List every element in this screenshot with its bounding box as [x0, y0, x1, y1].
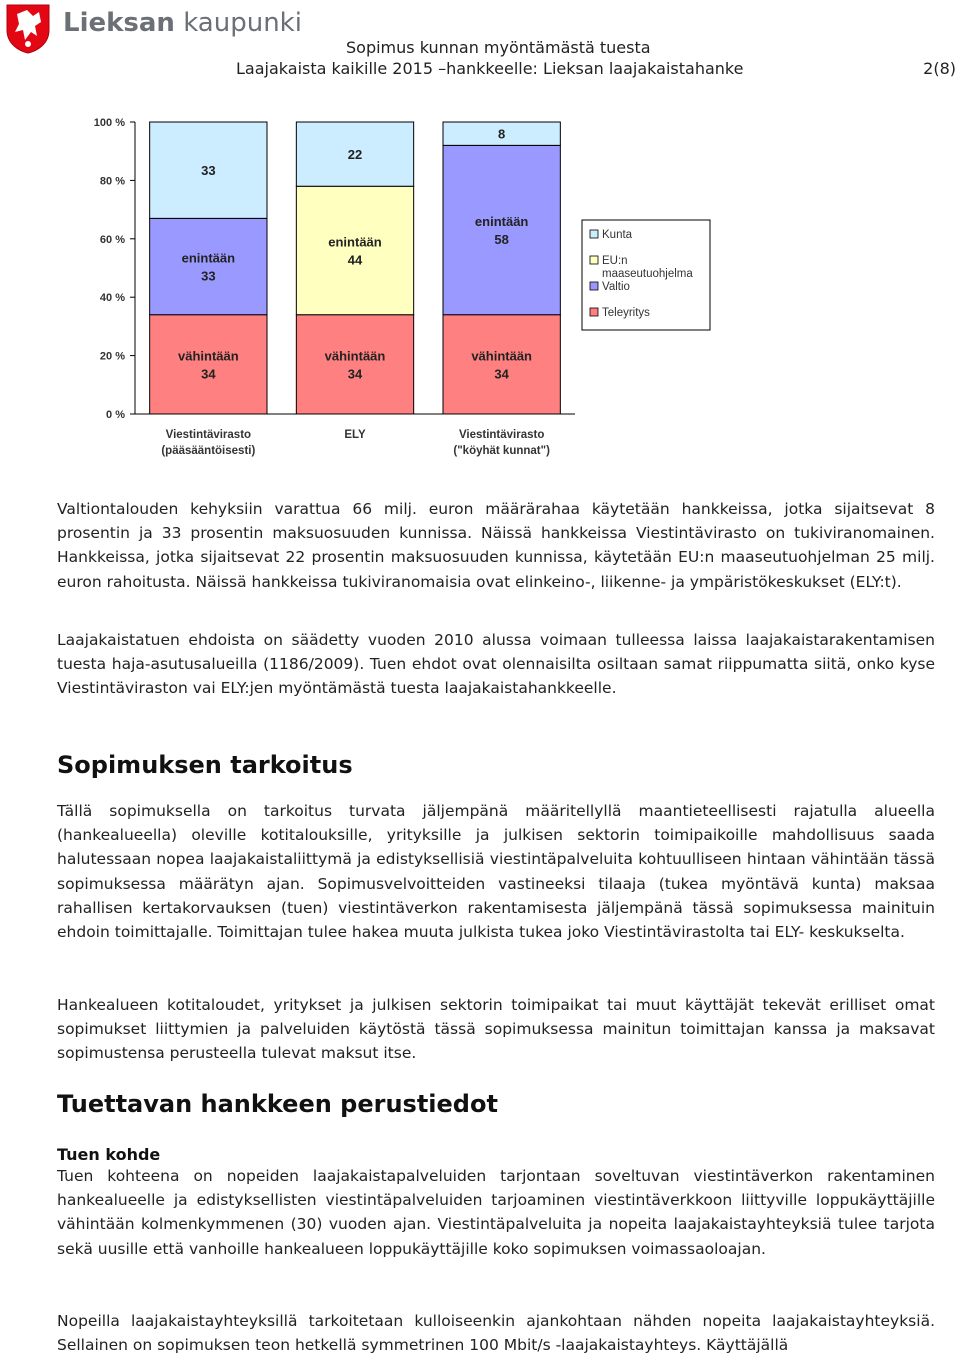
legend-label: EU:n	[602, 255, 628, 267]
paragraph-broadband-definition: Nopeilla laajakaistayhteyksillä tarkoitetaan kulloiseenkin ajankohtaan nähden nopeita laajakaistayhteyksiä. Sellainen on sopimuksen teon hetkellä symmetrinen 100 Mbit/s -laajakaistayhteys. Käyttäjällä	[57, 1312, 935, 1355]
bar-data-label: vähintään	[471, 348, 533, 364]
city-logo	[3, 2, 302, 54]
legend-swatch	[590, 282, 598, 290]
legend-label: Valtio	[602, 281, 630, 293]
legend-label: Teleyritys	[602, 307, 650, 319]
bar-data-label: vähintään	[324, 348, 386, 364]
y-tick-label: 40 %	[99, 292, 125, 305]
bar-segment	[443, 145, 560, 314]
paragraph-support-target: Tuen kohteena on nopeiden laajakaistapalveluiden tarjontaan soveltuvan viestintäverkon rakentaminen hankealueelle ja edistyksellisten viestintäpalveluiden tarjoaminen viestintäverkkoon liittyville loppukäyttäjille vähintään kolmenkymmenen (30) vuoden ajan. Viestintäpalveluita ja nopeita laajakaistayhteyksiä tulee tarjota sekä uusille että vanhoille hankealueen loppukäyttäjille koko sopimuksen voimassaoloajan.	[57, 1167, 935, 1258]
heading-sopimuksen-tarkoitus: Sopimuksen tarkoitus	[57, 751, 353, 779]
bar-segment	[296, 186, 413, 314]
bar-data-label: 8	[498, 126, 506, 142]
y-tick-label: 20 %	[99, 350, 125, 363]
legend-swatch	[590, 308, 598, 316]
bar-data-label: 58	[494, 232, 509, 248]
bar-data-label: 44	[347, 252, 363, 268]
paragraph-households: Hankealueen kotitaloudet, yritykset ja julkisen sektorin toimipaikat tai muut käyttäjät tekevät erilliset omat sopimukset liittymien ja palveluiden käytöstä tässä sopimuksessa mainitun toimittajan kanssa ja maksavat sopimustensa perusteella tulevat maksut itse.	[57, 996, 935, 1063]
bar-data-label: 33	[201, 163, 216, 179]
bar-segment	[443, 315, 560, 414]
bar-segment	[296, 315, 413, 414]
funding-share-chart	[80, 108, 730, 468]
y-tick-label: 60 %	[99, 233, 125, 246]
coat-of-arms-icon	[3, 2, 53, 54]
x-tick-label: Viestintävirasto	[458, 429, 545, 441]
bar-data-label: 22	[347, 147, 363, 163]
bar-data-label: 34	[494, 366, 509, 382]
logo-wordmark: Lieksan kaupunki	[63, 8, 302, 38]
bar-data-label: 34	[347, 366, 363, 382]
paragraph-law: Laajakaistatuen ehdoista on säädetty vuoden 2010 alussa voimaan tulleessa laissa laajakaistarakentamisen tuesta haja-asutusalueilla (1186/2009). Tuen ehdot ovat olennaisilta osiltaan samat riippumatta siitä, onko kyse Viestintäviraston vai ELY:jen myöntämästä tuesta laajakaistahankkeelle.	[57, 631, 935, 698]
bar-segment	[150, 218, 267, 314]
x-tick-label: (pääsääntöisesti)	[161, 445, 256, 457]
paragraph-purpose: Tällä sopimuksella on tarkoitus turvata jäljempänä määritellyllä maantieteellisesti rajatulla alueella (hankealueella) oleville kotitalouksille, yrityksille ja julkisen sektorin toimipaikoille mahdollisuus saada halutessaan nopea laajakaistaliittymä ja edistyksellisiä viestintäpalveluita kohtuulliseen hintaan vähintään tässä sopimuksessa määrätyn ajan. Sopimusvelvoitteiden vastineeksi tilaaja (tukea myöntävä kunta) maksaa rahallisen kertakorvauksen (tuen) viestintäverkon rakentamisesta jäljempänä tässä sopimuksessa mainituin ehdoin toimittajalle. Toimittajan tulee hakea muuta julkista tukea joko Viestintävirastolta tai ELY- keskukselta.	[57, 802, 935, 942]
y-tick-label: 80 %	[99, 175, 125, 188]
bar-data-label: enintään	[328, 234, 382, 250]
page-number: 2(8)	[923, 59, 956, 78]
heading-tuen-kohde: Tuen kohde	[57, 1145, 161, 1164]
bar-data-label: enintään	[474, 214, 529, 230]
bar-data-label: enintään	[181, 250, 236, 266]
y-tick-label: 100 %	[93, 117, 125, 129]
heading-perustiedot: Tuettavan hankkeen perustiedot	[57, 1090, 498, 1118]
bar-data-label: vähintään	[177, 348, 239, 364]
x-tick-label: ELY	[344, 429, 366, 441]
legend-swatch	[590, 256, 598, 264]
legend-swatch	[590, 230, 598, 238]
x-tick-label: Viestintävirasto	[165, 429, 252, 441]
legend-label: Kunta	[602, 229, 633, 241]
bar-data-label: 34	[201, 366, 216, 382]
x-tick-label: ("köyhät kunnat")	[453, 445, 550, 457]
document-subtitle: Laajakaista kaikille 2015 –hankkeelle: Lieksan laajakaistahanke	[236, 59, 744, 78]
bar-segment	[150, 315, 267, 414]
paragraph-budget: Valtiontalouden kehyksiin varattua 66 milj. euron määrärahaa käytetään hankkeissa, jotka sijaitsevat 8 prosentin ja 33 prosentin maksuosuuden kunnissa. Näissä hankkeissa Viestintävirasto on tukiviranomainen. Hankkeissa, jotka sijaitsevat 22 prosentin maksuosuuden kunnissa, käytetään EU:n maaseutuohjelman 25 milj. euron rahoitusta. Näissä hankkeissa tukiviranomaisia ovat elinkeino-, liikenne- ja ympäristökeskukset (ELY:t).	[57, 500, 935, 591]
y-tick-label: 0 %	[106, 409, 125, 421]
legend-label: maaseutuohjelma	[602, 268, 693, 280]
document-title: Sopimus kunnan myöntämästä tuesta	[346, 38, 651, 57]
bar-data-label: 33	[201, 268, 216, 284]
